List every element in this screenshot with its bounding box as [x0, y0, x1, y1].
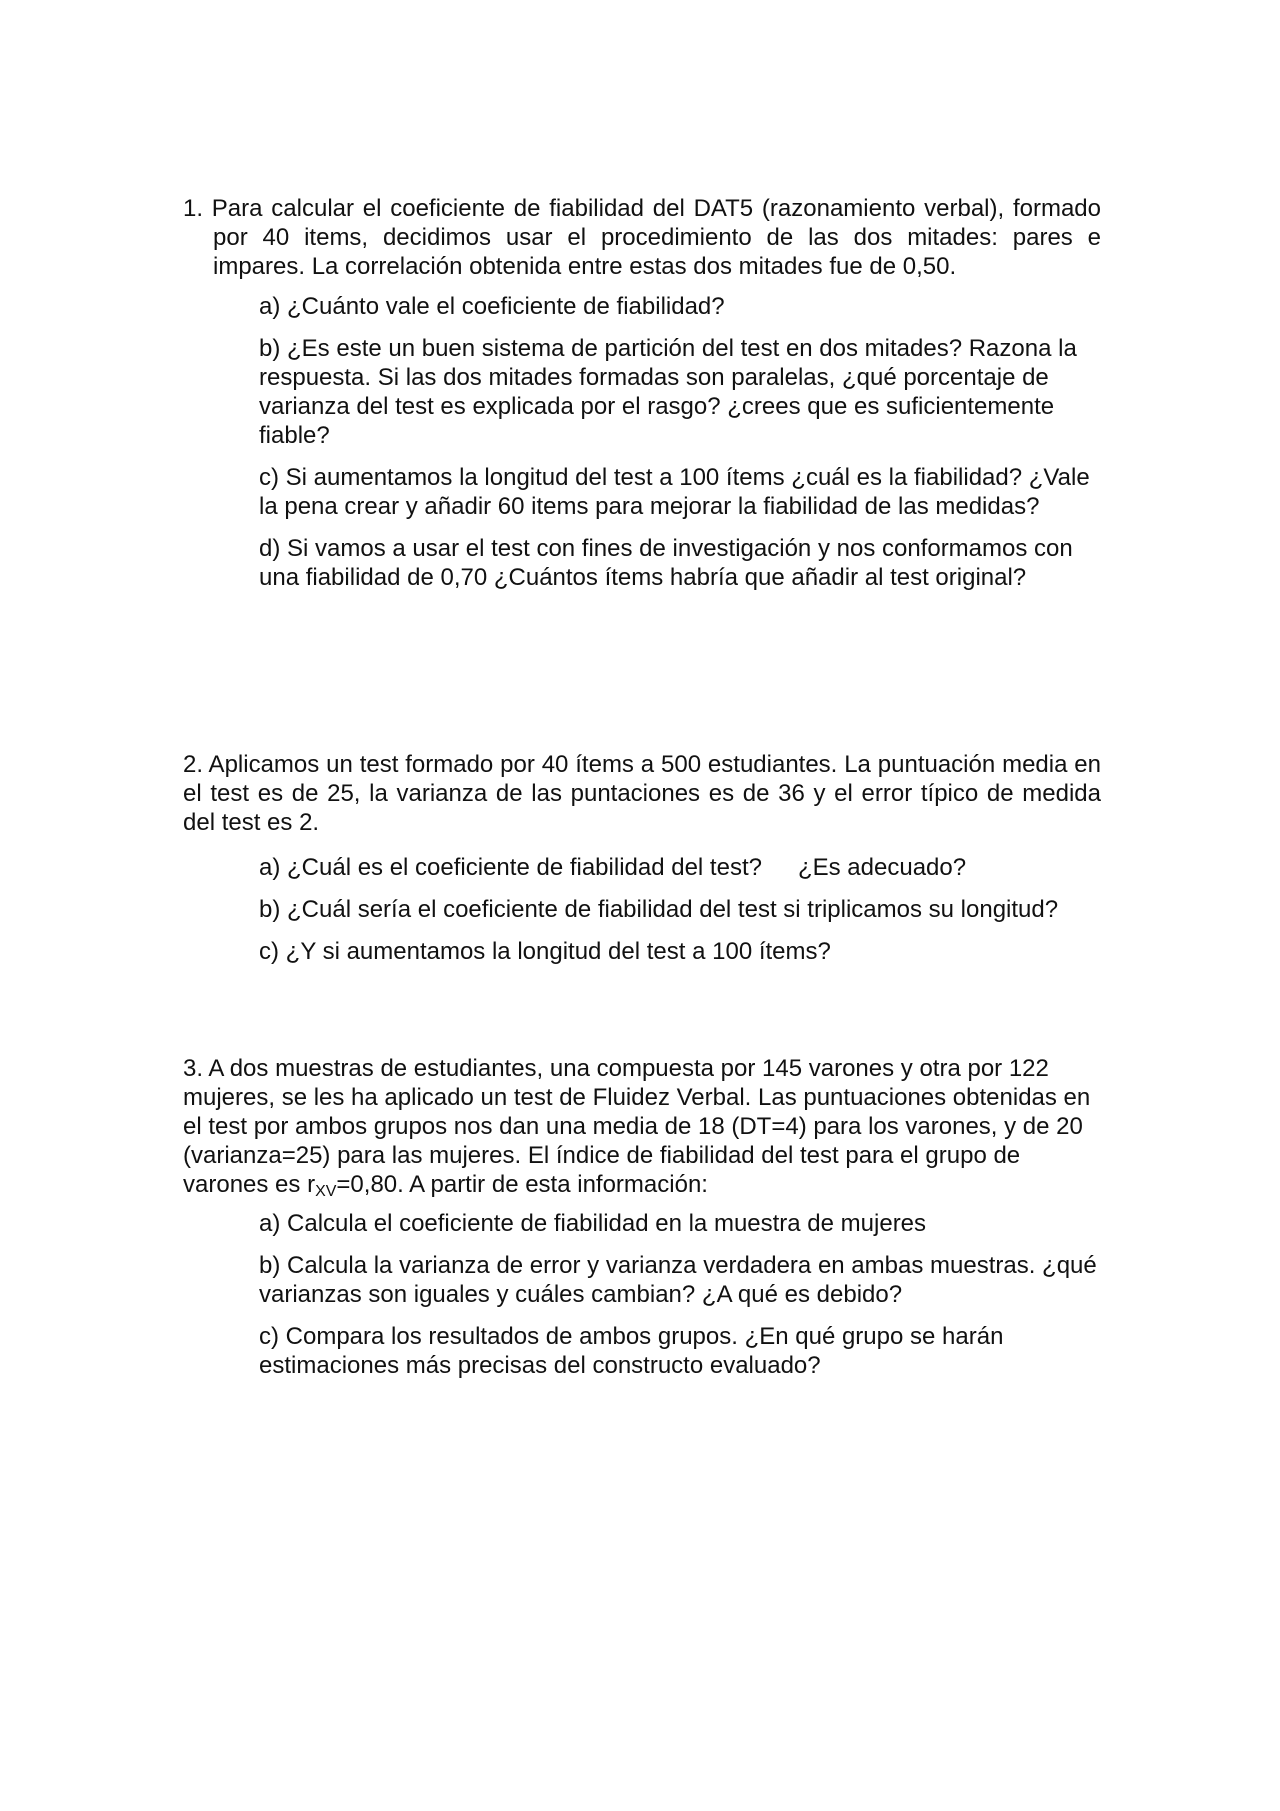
- question-3-sub-c: c) Compara los resultados de ambos grupos. ¿En qué grupo se harán estimaciones más precisas del constructo evaluado?: [259, 1323, 1004, 1379]
- question-2-subquestions: [183, 853, 1101, 966]
- question-2-sub-c: c) ¿Y si aumentamos la longitud del test a 100 ítems?: [259, 938, 831, 965]
- question-3: [183, 1054, 1101, 1393]
- question-2-sub-a-followup: ¿Es adecuado?: [797, 854, 967, 881]
- question-1-subquestions: [183, 292, 1101, 592]
- question-2-stem: 2. Aplicamos un test formado por 40 ítems a 500 estudiantes. La puntuación media en el test es de 25, la varianza de las puntaciones es de 36 y el error típico de medida del test es 2.: [183, 751, 1101, 836]
- question-3-stem-text: 3. A dos muestras de estudiantes, una compuesta por 145 varones y otra por 122 mujeres, se les ha aplicado un test de Fluidez Verbal. Las puntuaciones obtenidas en el test por ambos grupos nos dan una media de 18 (DT=4) para los varones, y de 20 (varianza=25) para las mujeres. El índice de fiabilidad del test para el grupo de varones es r: [183, 1055, 1091, 1198]
- question-1-stem: 1. Para calcular el coeficiente de fiabilidad del DAT5 (razonamiento verbal), formado por 40 items, decidimos usar el procedimiento de las dos mitades: pares e impares. La correlación obtenida entre estas dos mitades fue de 0,50.: [183, 195, 1101, 280]
- question-1-sub-d: d) Si vamos a usar el test con fines de investigación y nos conformamos con una fiabilidad de 0,70 ¿Cuántos ítems habría que añadir al test original?: [259, 535, 1073, 591]
- question-1-sub-c: c) Si aumentamos la longitud del test a 100 ítems ¿cuál es la fiabilidad? ¿Vale la pena crear y añadir 60 items para mejorar la fiabilidad de las medidas?: [259, 464, 1090, 520]
- question-2: [183, 750, 1101, 979]
- question-3-subquestions: [183, 1209, 1101, 1380]
- question-3-stem: [183, 1054, 1101, 1199]
- question-3-sub-b: b) Calcula la varianza de error y varianza verdadera en ambas muestras. ¿qué varianzas son iguales y cuáles cambian? ¿A qué es debido?: [259, 1252, 1097, 1308]
- question-1-sub-a: a) ¿Cuánto vale el coeficiente de fiabilidad?: [259, 293, 725, 320]
- question-3-stem-text-end: =0,80. A partir de esta información:: [336, 1171, 708, 1198]
- question-1: [183, 194, 1101, 605]
- question-2-sub-b: b) ¿Cuál sería el coeficiente de fiabilidad del test si triplicamos su longitud?: [259, 896, 1059, 923]
- question-3-sub-a: a) Calcula el coeficiente de fiabilidad en la muestra de mujeres: [259, 1210, 927, 1237]
- question-2-sub-a: [183, 853, 1101, 882]
- question-3-stem-subscript: XV: [315, 1183, 337, 1200]
- question-2-sub-a-main: a) ¿Cuál es el coeficiente de fiabilidad del test?: [259, 854, 762, 881]
- question-1-sub-b: b) ¿Es este un buen sistema de partición del test en dos mitades? Razona la respuesta. Si las dos mitades formadas son paralelas, ¿qué porcentaje de varianza del test es explicada por el rasgo? ¿crees que es suficientemente fiable?: [259, 335, 1077, 449]
